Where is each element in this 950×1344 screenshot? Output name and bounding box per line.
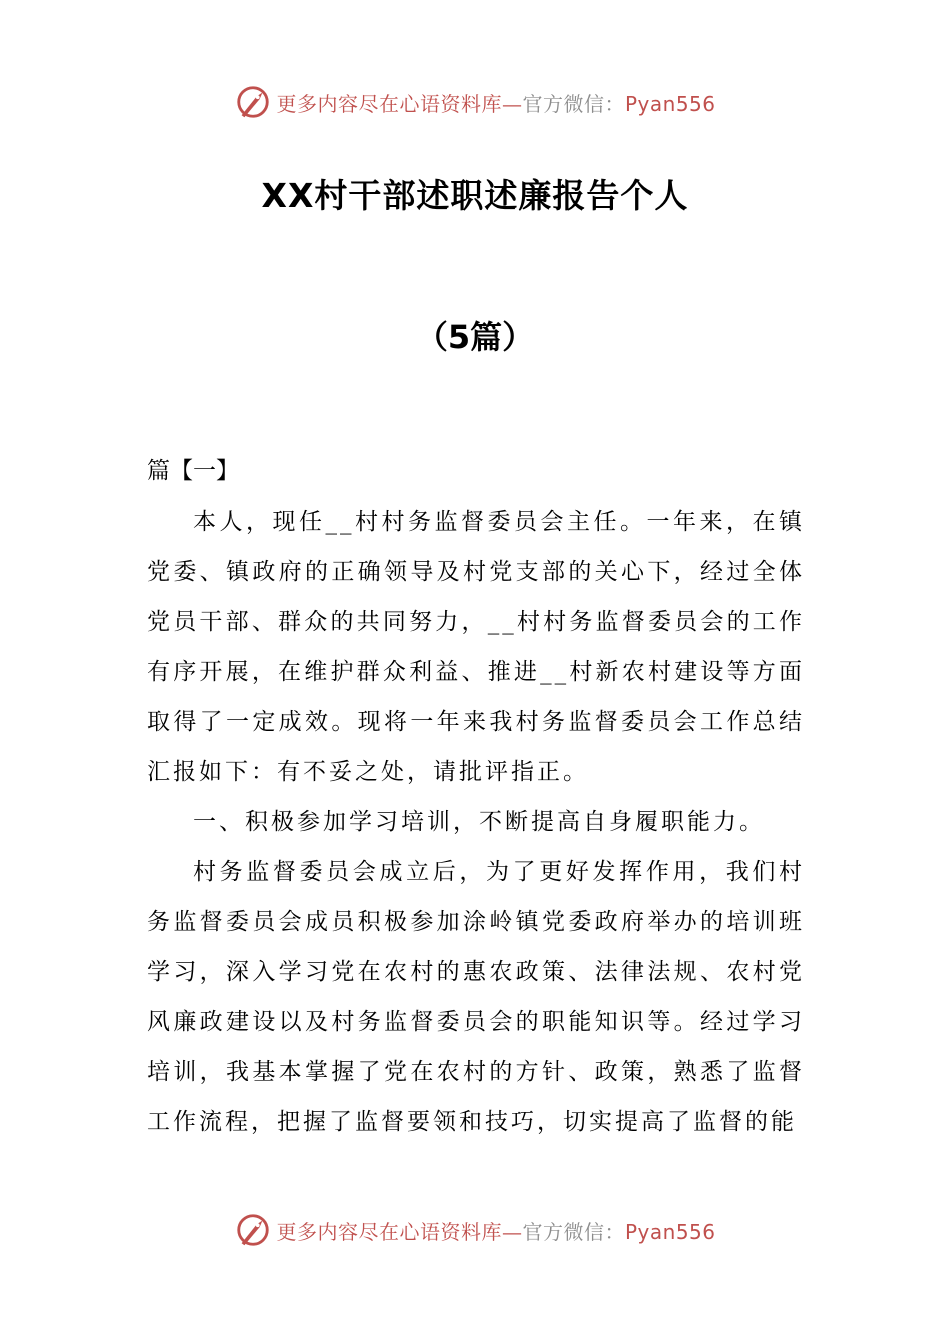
banner-main-text: 更多内容尽在心语资料库—	[276, 91, 523, 116]
document-title: XX村干部述职述廉报告个人	[261, 176, 689, 215]
paragraph-2: 一、积极参加学习培训，不断提高自身履职能力。	[193, 809, 765, 835]
document-subtitle: （5篇）	[415, 318, 535, 356]
pen-nib-logo-icon	[234, 1211, 272, 1249]
banner-main-text: 更多内容尽在心语资料库—	[276, 1219, 523, 1244]
banner-text	[276, 1216, 715, 1245]
banner-text	[276, 88, 715, 117]
paragraph-1: 本人，现任__村村务监督委员会主任。一年来，在镇党委、镇政府的正确领导及村党支部的关心下，经过全体党员干部、群众的共同努力，__村村务监督委员会的工作有序开展，在维护群众利益、推进__村新农村建设等方面取得了一定成效。现将一年来我村务监督委员会工作总结汇报如下：有不妥之处，请批评指正。	[147, 509, 805, 785]
banner-account: Pyan556	[624, 91, 716, 116]
footer-banner	[0, 1208, 950, 1252]
banner-wechat-label: 官方微信：	[522, 91, 625, 116]
paragraph-3: 村务监督委员会成立后，为了更好发挥作用，我们村务监督委员会成员积极参加涂岭镇党委政府举办的培训班学习，深入学习党在农村的惠农政策、法律法规、农村党风廉政建设以及村务监督委员会的职能知识等。经过学习培训，我基本掌握了党在农村的方针、政策，熟悉了监督工作流程，把握了监督要领和技巧，切实提高了监督的能	[147, 859, 805, 1135]
header-banner	[0, 80, 950, 124]
pen-nib-logo-icon	[234, 83, 272, 121]
banner-account: Pyan556	[624, 1219, 716, 1244]
banner-wechat-label: 官方微信：	[522, 1219, 625, 1244]
section-label: 篇【一】	[147, 458, 239, 484]
document-body	[147, 497, 805, 1147]
